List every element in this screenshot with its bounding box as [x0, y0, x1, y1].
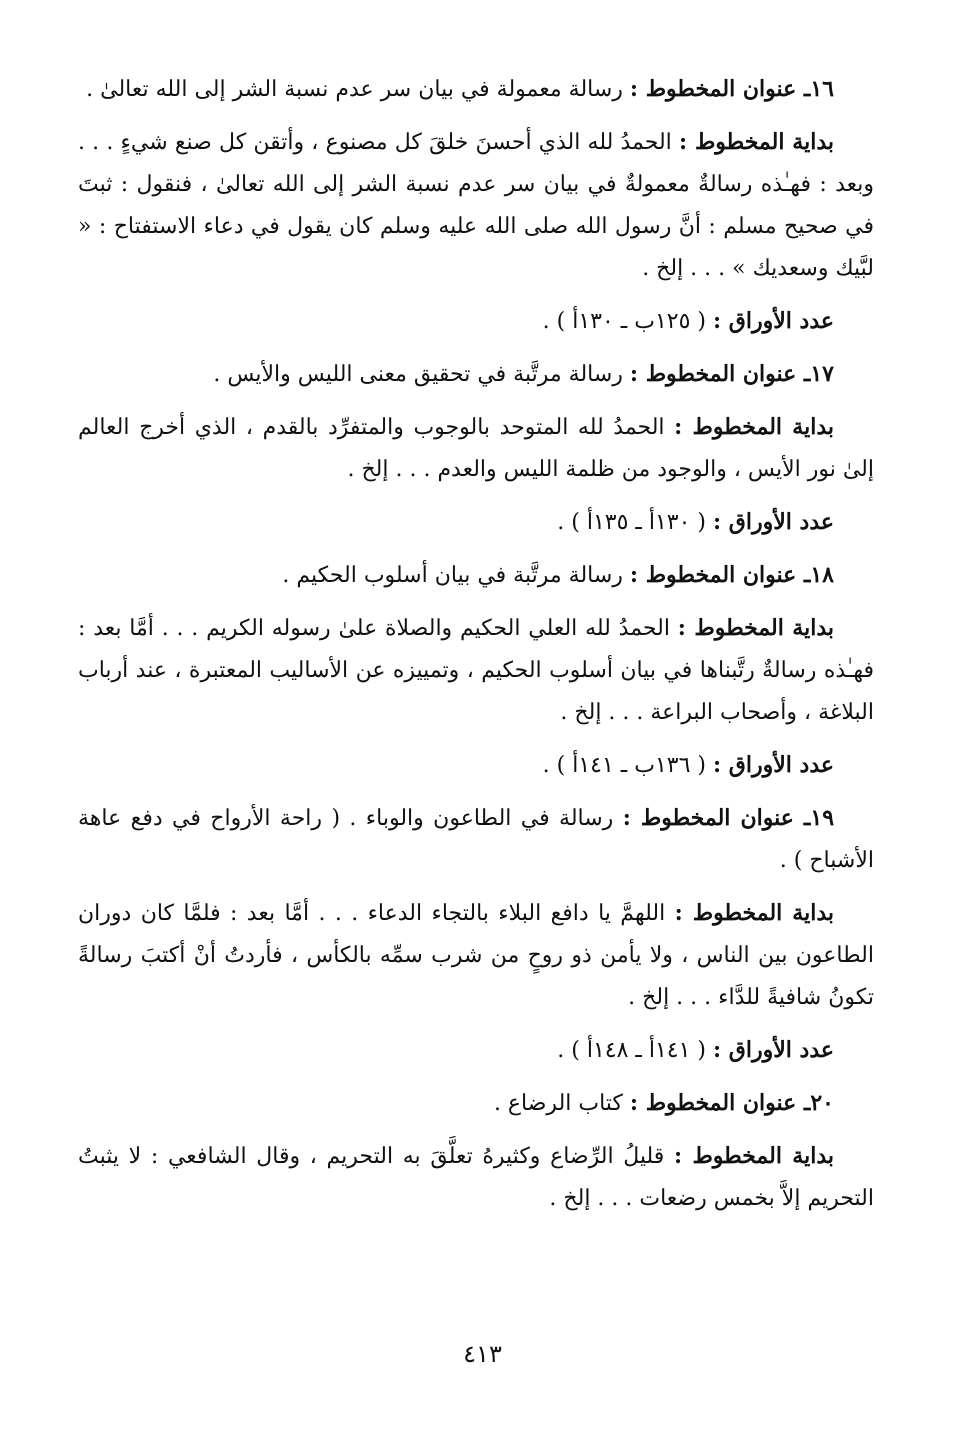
- entry-title-line: [78, 1082, 874, 1125]
- title-text: رسالة مرتَّبة في بيان أسلوب الحكيم .: [282, 563, 623, 588]
- start-label: بداية المخطوط :: [678, 129, 834, 155]
- start-text: الحمدُ لله العلي الحكيم والصلاة علىٰ رسوله الكريم . . . أمَّا بعد : فهـٰذه رسالةٌ رتَّبناها في بيان أسلوب الحكيم ، وتمييزه عن الأساليب المعتبرة ، عند أرباب البلاغة ، وأصحاب البراعة . . . إلخ .: [78, 616, 874, 725]
- entry-start-paragraph: [78, 406, 874, 491]
- folios-label: عدد الأوراق :: [713, 1037, 834, 1063]
- title-text: رسالة مرتَّبة في تحقيق معنى الليس والأيس .: [213, 362, 623, 387]
- page-number: ٤١٣: [463, 1340, 502, 1368]
- entry-start-paragraph: [78, 1135, 874, 1220]
- start-label: بداية المخطوط :: [674, 1143, 834, 1169]
- folios-text: ( ١٣٦ب ـ ١٤١أ ) .: [542, 753, 706, 778]
- entry-title-line: [78, 797, 874, 882]
- start-text: الحمدُ لله المتوحد بالوجوب والمتفرِّد بالقدم ، الذي أخرج العالم إلىٰ نور الأيس ، والوجود من ظلمة الليس والعدم . . . إلخ .: [78, 415, 874, 482]
- folios-text: ( ١٢٥ب ـ ١٣٠أ ) .: [542, 309, 706, 334]
- manuscript-entry-17: [78, 353, 874, 544]
- title-label: ١٧ـ عنوان المخطوط :: [629, 361, 834, 387]
- start-text: قليلُ الرِّضاع وكثيرهُ تعلَّقَ به التحريم ، وقال الشافعي : لا يثبتُ التحريم إلاَّ بخمس رضعات . . . إلخ .: [78, 1144, 874, 1211]
- folios-label: عدد الأوراق :: [713, 509, 834, 535]
- start-label: بداية المخطوط :: [677, 615, 835, 641]
- entry-folios-line: [78, 300, 874, 343]
- entry-folios-line: [78, 1029, 874, 1072]
- start-label: بداية المخطوط :: [674, 414, 834, 440]
- document-page: [78, 68, 874, 1368]
- start-label: بداية المخطوط :: [674, 900, 835, 926]
- title-text: كتاب الرضاع .: [493, 1091, 623, 1116]
- entry-folios-line: [78, 501, 874, 544]
- entry-folios-line: [78, 744, 874, 787]
- entry-title-line: [78, 554, 874, 597]
- manuscript-entry-19: [78, 797, 874, 1072]
- folios-label: عدد الأوراق :: [713, 752, 834, 778]
- entry-title-line: [78, 68, 874, 111]
- title-label: ١٨ـ عنوان المخطوط :: [629, 562, 834, 588]
- folios-text: ( ١٣٠أ ـ ١٣٥أ ) .: [557, 510, 706, 535]
- title-label: ١٦ـ عنوان المخطوط :: [629, 76, 834, 102]
- entry-start-paragraph: [78, 607, 874, 734]
- manuscript-entry-16: [78, 68, 874, 343]
- manuscript-entry-18: [78, 554, 874, 787]
- start-text: اللهمَّ يا دافع البلاء بالتجاء الدعاء . . . أمَّا بعد : فلمَّا كان دوران الطاعون بين الناس ، ولا يأمن ذو روحٍ من شرب سمِّه بالكأس ، فأردتُ أنْ أكتبَ رسالةً تكونُ شافيةً للدَّاء . . . إلخ .: [78, 901, 874, 1010]
- folios-text: ( ١٤١أ ـ ١٤٨أ ) .: [557, 1038, 706, 1063]
- title-label: ١٩ـ عنوان المخطوط :: [622, 805, 835, 831]
- title-label: ٢٠ـ عنوان المخطوط :: [629, 1090, 834, 1116]
- entry-start-paragraph: [78, 121, 874, 290]
- manuscript-entry-20: [78, 1082, 874, 1220]
- title-text: رسالة معمولة في بيان سر عدم نسبة الشر إلى الله تعالىٰ .: [86, 77, 623, 102]
- start-text: الحمدُ لله الذي أحسنَ خلقَ كل مصنوع ، وأتقن كل صنع شيءٍ . . . وبعد : فهـٰذه رسالةٌ معمولةٌ في بيان سر عدم نسبة الشر إلى الله تعالىٰ ، فنقول : ثبتَ في صحيح مسلم : أنَّ رسول الله صلى الله عليه وسلم كان يقول في دعاء الاستفتاح : « لبَّيك وسعديك » . . . إلخ .: [78, 130, 874, 281]
- title-text: رسالة في الطاعون والوباء . ( راحة الأرواح في دفع عاهة الأشباح ) .: [78, 806, 874, 873]
- entry-title-line: [78, 353, 874, 396]
- entry-start-paragraph: [78, 892, 874, 1019]
- folios-label: عدد الأوراق :: [713, 308, 834, 334]
